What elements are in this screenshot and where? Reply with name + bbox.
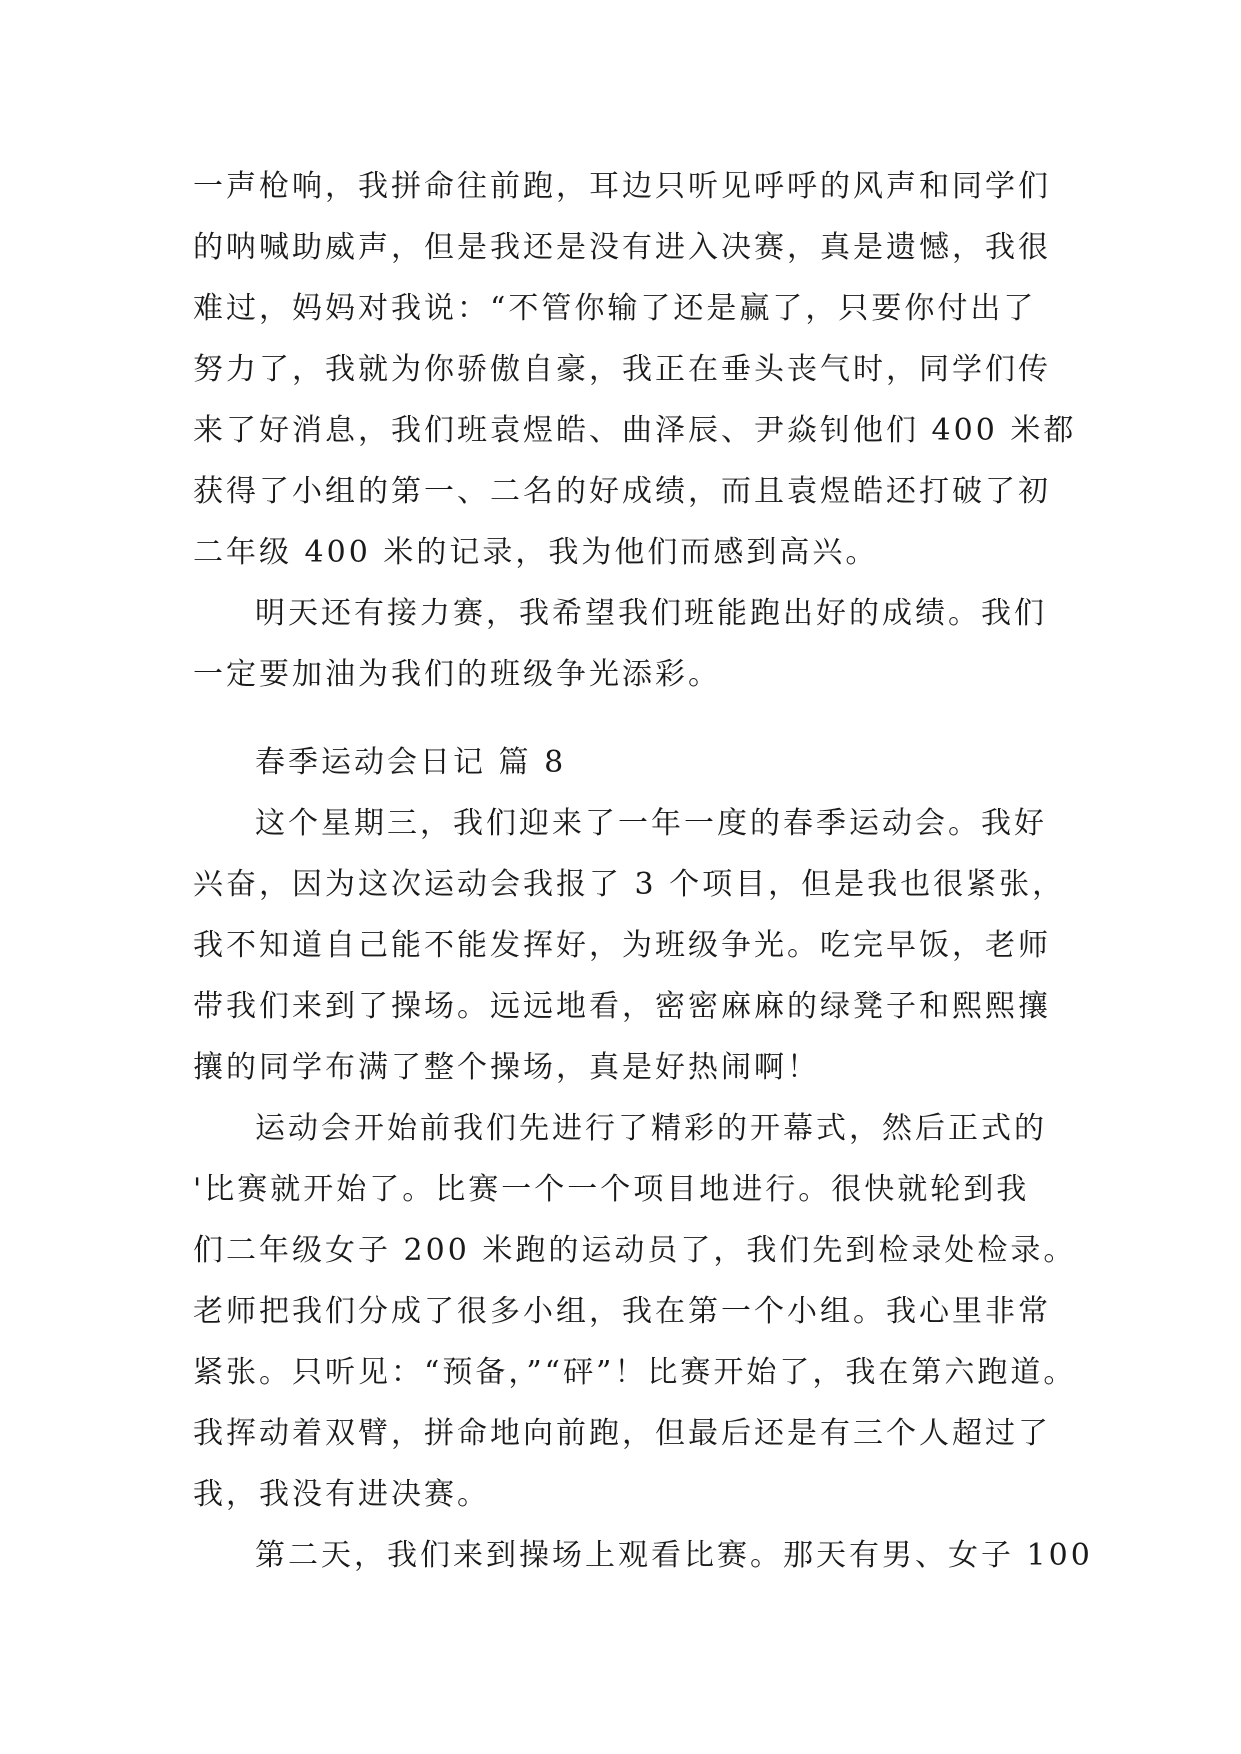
paragraph-start-line: 第二天，我们来到操场上观看比赛。那天有男、女子 100 (255, 1538, 1093, 1573)
text-line: 我不知道自己能不能发挥好，为班级争光。吃完早饭，老师 (193, 928, 1051, 963)
text-line: 的呐喊助威声，但是我还是没有进入决赛，真是遗憾，我很 (193, 230, 1051, 265)
text-line: '比赛就开始了。比赛一个一个项目地进行。很快就轮到我 (193, 1172, 1030, 1207)
paragraph-start-line: 这个星期三，我们迎来了一年一度的春季运动会。我好 (255, 806, 1047, 841)
text-line: 们二年级女子 200 米跑的运动员了，我们先到检录处检录。 (193, 1233, 1077, 1268)
text-line: 我，我没有进决赛。 (193, 1477, 490, 1512)
text-line: 攘的同学布满了整个操场，真是好热闹啊！ (193, 1050, 820, 1085)
text-line: 难过，妈妈对我说：“不管你输了还是赢了，只要你付出了 (193, 291, 1037, 326)
section-heading: 春季运动会日记 篇 8 (255, 745, 567, 780)
paragraph-start-line: 明天还有接力赛，我希望我们班能跑出好的成绩。我们 (255, 596, 1047, 631)
text-block-2 (193, 732, 1093, 1586)
text-line: 来了好消息，我们班袁煜皓、曲泽辰、尹焱钊他们 400 米都 (193, 413, 1077, 448)
paragraph-start-line: 运动会开始前我们先进行了精彩的开幕式，然后正式的 (255, 1111, 1047, 1146)
text-line: 一声枪响，我拼命往前跑，耳边只听见呼呼的风声和同学们 (193, 169, 1051, 204)
text-line: 二年级 400 米的记录，我为他们而感到高兴。 (193, 535, 879, 570)
text-line: 紧张。只听见：“预备，”“砰”！比赛开始了，我在第六跑道。 (193, 1355, 1077, 1390)
text-block-1 (193, 156, 1077, 705)
text-line: 带我们来到了操场。远远地看，密密麻麻的绿凳子和熙熙攘 (193, 989, 1051, 1024)
text-line: 一定要加油为我们的班级争光添彩。 (193, 657, 721, 692)
text-line: 我挥动着双臂，拼命地向前跑，但最后还是有三个人超过了 (193, 1416, 1051, 1451)
text-line: 兴奋，因为这次运动会我报了 3 个项目，但是我也很紧张， (193, 867, 1066, 902)
text-line: 努力了，我就为你骄傲自豪，我正在垂头丧气时，同学们传 (193, 352, 1051, 387)
text-line: 老师把我们分成了很多小组，我在第一个小组。我心里非常 (193, 1294, 1051, 1329)
text-line: 获得了小组的第一、二名的好成绩，而且袁煜皓还打破了初 (193, 474, 1051, 509)
